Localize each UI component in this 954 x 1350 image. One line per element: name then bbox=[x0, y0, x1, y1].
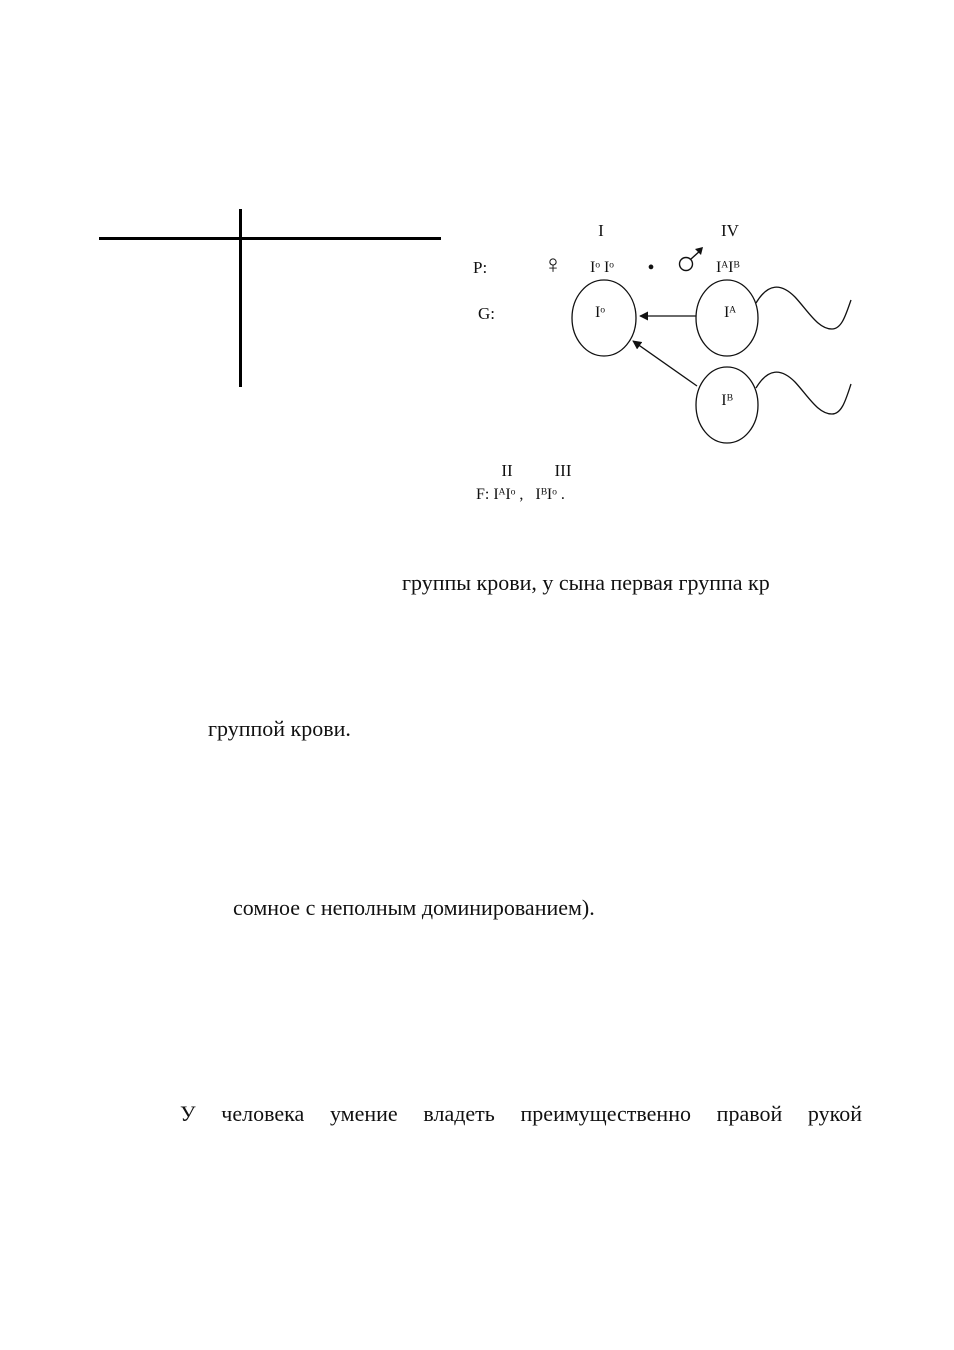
sperm-a-gamete-label: Iᴬ bbox=[723, 304, 737, 321]
egg-gamete-label: Iᵒ bbox=[595, 304, 605, 321]
child2-blood-group: III bbox=[554, 461, 572, 480]
father-genotype: IᴬIᴮ bbox=[716, 259, 740, 276]
fertilization-arrow-b bbox=[633, 341, 697, 386]
gametes-label: G: bbox=[478, 304, 495, 323]
text-line-blood-groups: группы крови, у сына первая группа кр bbox=[402, 570, 770, 595]
child1-blood-group: II bbox=[501, 461, 513, 480]
father-blood-group: IV bbox=[721, 221, 739, 240]
sperm-b-tail bbox=[756, 372, 851, 414]
mother-genotype: Iᵒ Iᵒ bbox=[590, 259, 614, 276]
cross-symbol: • bbox=[647, 257, 655, 279]
text-line-incomplete-dominance: сомное с неполным доминированием). bbox=[233, 895, 595, 920]
offspring-genotypes: F: IᴬIᵒ , IᴮIᵒ . bbox=[476, 486, 565, 503]
mother-blood-group: I bbox=[598, 221, 604, 240]
text-line-blood-group: группой крови. bbox=[208, 716, 351, 741]
sperm-b-gamete-label: Iᴮ bbox=[721, 392, 733, 409]
parents-label: P: bbox=[473, 258, 488, 277]
sperm-a-tail bbox=[756, 287, 851, 329]
male-symbol-icon bbox=[680, 247, 704, 271]
female-symbol: ♀ bbox=[543, 250, 563, 279]
text-line-handedness: У человека умение владеть преимущественно правой рукой bbox=[180, 1101, 862, 1126]
